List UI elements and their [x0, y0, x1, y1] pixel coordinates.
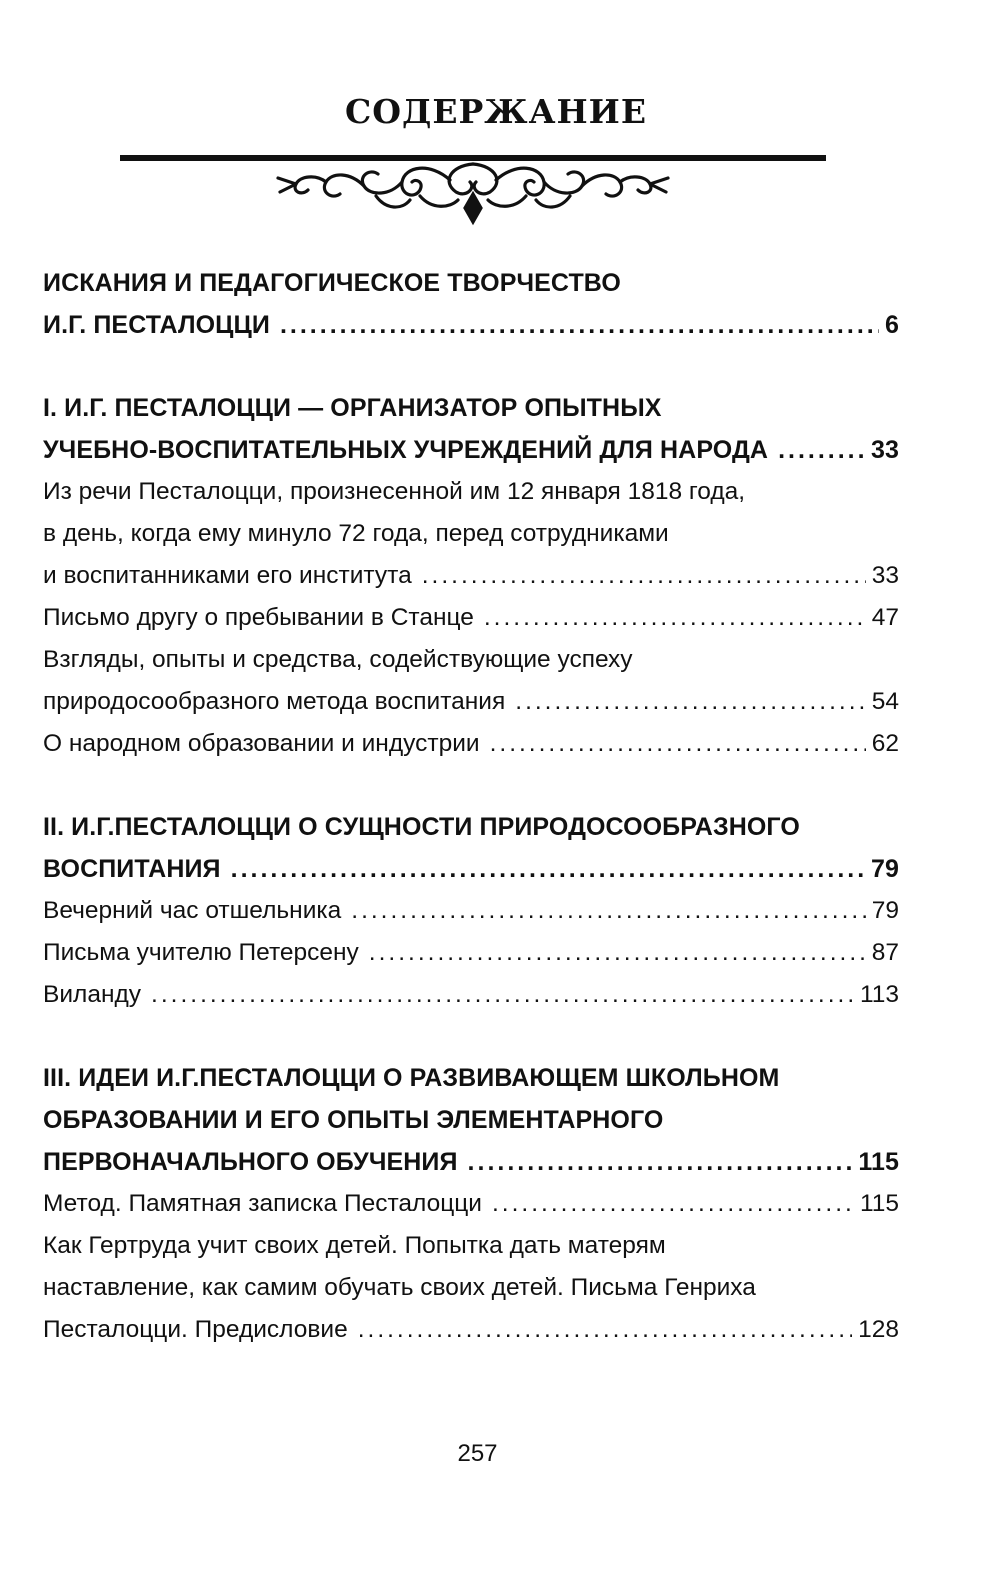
section-heading-line-text: II. И.Г.ПЕСТАЛОЦЦИ О СУЩНОСТИ ПРИРОДОСООБРАЗНОГО: [43, 813, 800, 841]
section-heading-page: 79: [870, 855, 899, 883]
dot-leader: [151, 974, 854, 1016]
toc-entry-text: природосообразного метода воспитания: [43, 688, 506, 715]
toc-entry-line-text: наставление, как самим обучать своих детей. Письма Генриха: [43, 1274, 756, 1301]
toc-entry-text: Метод. Памятная записка Песталоцци: [43, 1190, 482, 1217]
section-heading-text: УЧЕБНО-ВОСПИТАТЕЛЬНЫХ УЧРЕЖДЕНИЙ ДЛЯ НАРОДА: [43, 436, 769, 464]
toc-entry-page: 62: [871, 730, 899, 757]
toc-entry-line-text: Как Гертруда учит своих детей. Попытка дать матерям: [43, 1232, 666, 1259]
page-title: СОДЕРЖАНИЕ: [344, 92, 647, 131]
dot-leader: [778, 429, 865, 471]
section-heading-line-text: ОБРАЗОВАНИИ И ЕГО ОПЫТЫ ЭЛЕМЕНТАРНОГО: [43, 1106, 664, 1134]
dot-leader: [468, 1141, 853, 1183]
section-heading-text: ВОСПИТАНИЯ: [43, 855, 221, 883]
toc-entry: [43, 932, 899, 974]
toc-entry-page: 54: [871, 688, 899, 715]
dot-leader: [231, 848, 865, 890]
toc-entry-line-text: Из речи Песталоцци, произнесенной им 12 января 1818 года,: [43, 478, 746, 505]
dot-leader: [515, 681, 865, 723]
toc-entry: [43, 555, 899, 597]
toc-entry: [43, 723, 899, 765]
toc-entry: [43, 1309, 899, 1351]
section-heading-line: [43, 806, 899, 848]
section-heading-line: [43, 1099, 899, 1141]
section-heading-line-text: ИСКАНИЯ И ПЕДАГОГИЧЕСКОЕ ТВОРЧЕСТВО: [43, 269, 621, 297]
section-heading-line-text: III. ИДЕИ И.Г.ПЕСТАЛОЦЦИ О РАЗВИВАЮЩЕМ ШКОЛЬНОМ: [43, 1064, 780, 1092]
toc-entry-text: Вечерний час отшельника: [43, 897, 342, 924]
toc-entry-text: Письма учителю Петерсену: [43, 939, 359, 966]
toc-entry-text: и воспитанниками его института: [43, 562, 412, 589]
dot-leader: [280, 304, 879, 346]
dot-leader: [351, 890, 865, 932]
toc-entry-page: 87: [871, 939, 899, 966]
toc-entry-line: [43, 1267, 899, 1309]
section-heading-text: ПЕРВОНАЧАЛЬНОГО ОБУЧЕНИЯ: [43, 1148, 458, 1176]
toc-entry-line-text: Взгляды, опыты и средства, содействующие успеху: [43, 646, 633, 673]
toc-entry-page: 33: [871, 562, 899, 589]
dot-leader: [490, 723, 866, 765]
toc-entry-text: О народном образовании и индустрии: [43, 730, 480, 757]
section-heading-line: [43, 387, 899, 429]
section-heading-line: [43, 262, 899, 304]
toc-entry: [43, 681, 899, 723]
toc-entry-line-text: в день, когда ему минуло 72 года, перед сотрудниками: [43, 520, 669, 547]
table-of-contents: [43, 262, 899, 1351]
section-heading: [43, 429, 899, 471]
toc-entry: [43, 974, 899, 1016]
dot-leader: [484, 597, 866, 639]
page-number: 257: [457, 1440, 498, 1467]
ornament-divider-icon: [120, 152, 826, 230]
dot-leader: [358, 1309, 852, 1351]
toc-entry-line: [43, 639, 899, 681]
toc-entry-text: Виланду: [43, 981, 142, 1008]
section-heading-page: 33: [870, 436, 899, 464]
dot-leader: [422, 555, 866, 597]
toc-entry-line: [43, 513, 899, 555]
section-heading-line-text: I. И.Г. ПЕСТАЛОЦЦИ — ОРГАНИЗАТОР ОПЫТНЫХ: [43, 394, 662, 422]
dot-leader: [369, 932, 866, 974]
toc-entry-page: 47: [871, 604, 899, 631]
toc-entry-text: Письмо другу о пребывании в Станце: [43, 604, 474, 631]
dot-leader: [492, 1183, 854, 1225]
section-heading-page: 6: [884, 311, 899, 339]
toc-entry-page: 79: [871, 897, 899, 924]
toc-entry-line: [43, 1225, 899, 1267]
section-heading-line: [43, 1057, 899, 1099]
section-heading: [43, 848, 899, 890]
toc-entry-line: [43, 471, 899, 513]
toc-entry-page: 115: [859, 1190, 899, 1217]
toc-entry-page: 113: [859, 981, 899, 1008]
section-heading-text: И.Г. ПЕСТАЛОЦЦИ: [43, 311, 270, 339]
section-heading: [43, 1141, 899, 1183]
section-heading-page: 115: [858, 1148, 899, 1176]
toc-entry: [43, 1183, 899, 1225]
toc-entry-page: 128: [858, 1316, 899, 1343]
toc-entry: [43, 597, 899, 639]
toc-entry: [43, 890, 899, 932]
toc-entry-text: Песталоцци. Предисловие: [43, 1316, 348, 1343]
section-heading: [43, 304, 899, 346]
